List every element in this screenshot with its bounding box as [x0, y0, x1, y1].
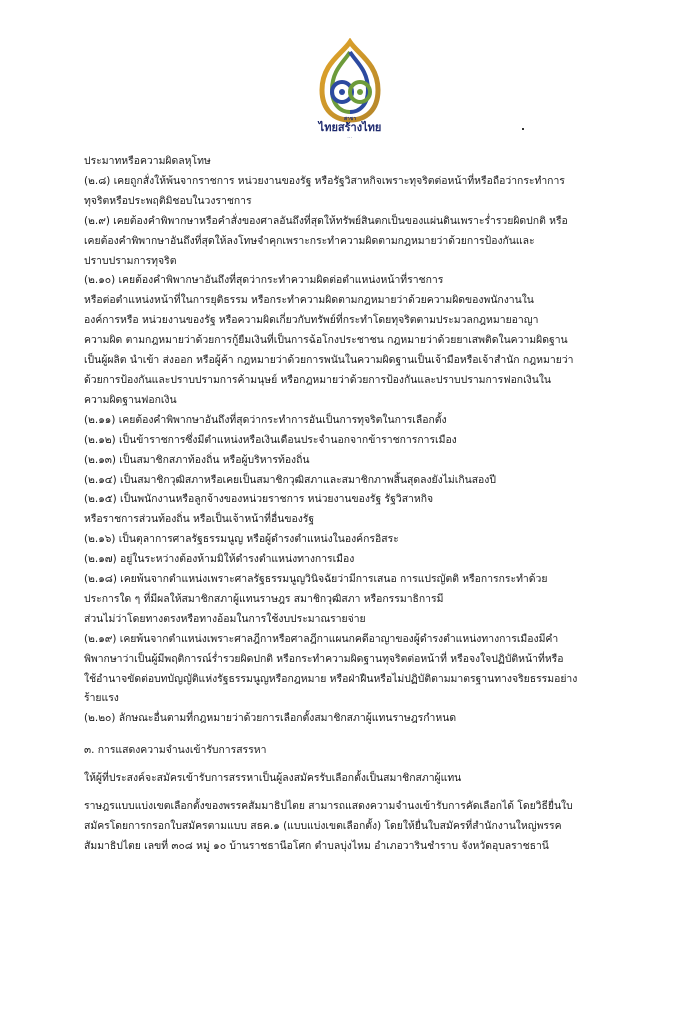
body-line: (๒.๑๓) เป็นสมาชิกสภาท้องถิ่น หรือผู้บริหารท้องถิ่น — [84, 453, 310, 466]
body-line: ประการใด ๆ ที่มีผลให้สมาชิกสภาผู้แทนราษฎร สมาชิกวุฒิสภา หรือกรรมาธิการมี — [84, 592, 444, 605]
body-line: (๒.๙) เคยต้องคำพิพากษาหรือคำสั่งของศาลอันถึงที่สุดให้ทรัพย์สินตกเป็นของแผ่นดินเพราะร่ำรวยผิดปกติ หรือ — [84, 214, 568, 227]
body-line: ประมาทหรือความผิดลหุโทษ — [84, 155, 211, 167]
paragraph-line: สัมมาธิปไตย เลขที่ ๓๐๘ หมู่ ๑๐ บ้านราชธานีอโศก ตำบลบุ่งไหม อำเภอวารินชำราบ จังหวัดอุบลราชธานี — [84, 839, 549, 852]
body-line: (๒.๑๗) อยู่ในระหว่างต้องห้ามมิให้ดำรงตำแหน่งทางการเมือง — [84, 553, 355, 566]
body-line: (๒.๑๘) เคยพ้นจากตำแหน่งเพราะศาลรัฐธรรมนูญวินิจฉัยว่ามีการเสนอ การแปรญัตติ หรือการกระทำด้วย — [84, 573, 548, 586]
paragraph-line: ราษฎรแบบแบ่งเขตเลือกตั้งของพรรคสัมมาธิปไตย สามารถแสดงความจำนงเข้ารับการคัดเลือกได้ โดยวิธียื่นใบ — [84, 800, 573, 813]
body-line: ทุจริตหรือประพฤติมิชอบในวงราชการ — [84, 194, 252, 207]
body-line: (๒.๑๑) เคยต้องคำพิพากษาอันถึงที่สุดว่ากระทำการอันเป็นการทุจริตในการเลือกตั้ง — [84, 413, 447, 426]
body-line: เคยต้องคำพิพากษาอันถึงที่สุดให้ลงโทษจำคุกเพราะกระทำความผิดตามกฎหมายว่าด้วยการป้องกันและ — [84, 234, 535, 247]
body-line: ความผิด ตามกฎหมายว่าด้วยการกู้ยืมเงินที่เป็นการฉ้อโกงประชาชน กฎหมายว่าด้วยยาเสพติดในความผิดฐาน — [84, 334, 568, 347]
body-line: ความผิดฐานฟอกเงิน — [84, 393, 177, 406]
body-line: องค์การหรือ หน่วยงานของรัฐ หรือความผิดเกี่ยวกับทรัพย์ที่กระทำโดยทุจริตตามประมวลกฎหมายอาญา — [84, 314, 539, 327]
document-body — [84, 152, 629, 857]
body-line: หรือราชการส่วนท้องถิ่น หรือเป็นเจ้าหน้าที่อื่นของรัฐ — [84, 513, 315, 526]
body-line: (๒.๑๙) เคยพ้นจากตำแหน่งเพราะศาลฎีกาหรือศาลฎีกาแผนกคดีอาญาของผู้ดำรงตำแหน่งทางการเมืองมีคำ — [84, 632, 559, 645]
body-line: (๒.๑๒) เป็นข้าราชการซึ่งมีตำแหน่งหรือเงินเดือนประจำนอกจากข้าราชการการเมือง — [84, 433, 457, 446]
paragraph-line: สมัครโดยการกรอกใบสมัครตามแบบ สธค.๑ (แบบแบ่งเขตเลือกตั้ง) โดยให้ยื่นใบสมัครที่สำนักงานใหญ่พรรค — [84, 820, 562, 832]
section-3-paragraph — [84, 797, 629, 857]
body-line: พิพากษาว่าเป็นผู้มีพฤติการณ์ร่ำรวยผิดปกติ หรือกระทำความผิดฐานทุจริตต่อหน้าที่ หรือจงใจปฏิบัติหน้าที่หรือ — [84, 652, 564, 665]
body-line: (๒.๑๐) เคยต้องคำพิพากษาอันถึงที่สุดว่ากระทำความผิดต่อตำแหน่งหน้าที่ราชการ — [84, 274, 444, 287]
body-line: เป็นผู้ผลิต นำเข้า ส่งออก หรือผู้ค้า กฎหมายว่าด้วยการพนันในความผิดฐานเป็นเจ้ามือหรือเจ้าสำนัก กฎหมายว่า — [84, 354, 574, 367]
body-line: หรือต่อตำแหน่งหน้าที่ในการยุติธรรม หรือกระทำความผิดตามกฎหมายว่าด้วยความผิดของพนักงานใน — [84, 294, 534, 307]
body-line: ปราบปรามการทุจริต — [84, 254, 177, 267]
section-3-heading: ๓. การแสดงความจำนงเข้ารับการสรรหา — [84, 744, 267, 757]
party-name: ไทยสร้างไทย — [318, 121, 382, 134]
party-small-label: สาขา — [343, 116, 357, 122]
body-line: ส่วนไม่ว่าโดยทางตรงหรือทางอ้อมในการใช้งบประมาณรายจ่าย — [84, 612, 366, 625]
body-line: (๒.๑๔) เป็นสมาชิกวุฒิสภาหรือเคยเป็นสมาชิกวุฒิสภาและสมาชิกภาพสิ้นสุดลงยังไม่เกินสองปี — [84, 473, 496, 486]
body-line: ใช้อำนาจขัดต่อบทบัญญัติแห่งรัฐธรรมนูญหรือกฎหมาย หรือฝ่าฝืนหรือไม่ปฏิบัติตามมาตรฐานทางจริยธรรมอย่าง — [84, 672, 578, 685]
body-line: ด้วยการป้องกันและปราบปรามการค้ามนุษย์ หรือกฎหมายว่าด้วยการป้องกันและปราบปรามการฟอกเงินใน — [84, 373, 551, 386]
body-line: (๒.๘) เคยถูกสั่งให้พ้นจากราชการ หน่วยงานของรัฐ หรือรัฐวิสาหกิจเพราะทุจริตต่อหน้าที่หรือถือว่ากระทำการ — [84, 174, 565, 187]
party-subtitle: ... — [347, 134, 353, 139]
party-name-block — [292, 116, 408, 140]
decorative-dot — [522, 128, 524, 130]
section-3-intro: ให้ผู้ที่ประสงค์จะสมัครเข้ารับการสรรหาเป็นผู้ลงสมัครรับเลือกตั้งเป็นสมาชิกสภาผู้แทน — [84, 772, 462, 785]
body-line: ร้ายแรง — [84, 692, 119, 705]
body-line: (๒.๒๐) ลักษณะอื่นตามที่กฎหมายว่าด้วยการเลือกตั้งสมาชิกสภาผู้แทนราษฎรกำหนด — [84, 712, 457, 725]
qualification-list — [84, 152, 629, 729]
body-line: (๒.๑๕) เป็นพนักงานหรือลูกจ้างของหน่วยราชการ หน่วยงานของรัฐ รัฐวิสาหกิจ — [84, 493, 434, 506]
body-line: (๒.๑๖) เป็นตุลาการศาลรัฐธรรมนูญ หรือผู้ดำรงตำแหน่งในองค์กรอิสระ — [84, 533, 399, 546]
